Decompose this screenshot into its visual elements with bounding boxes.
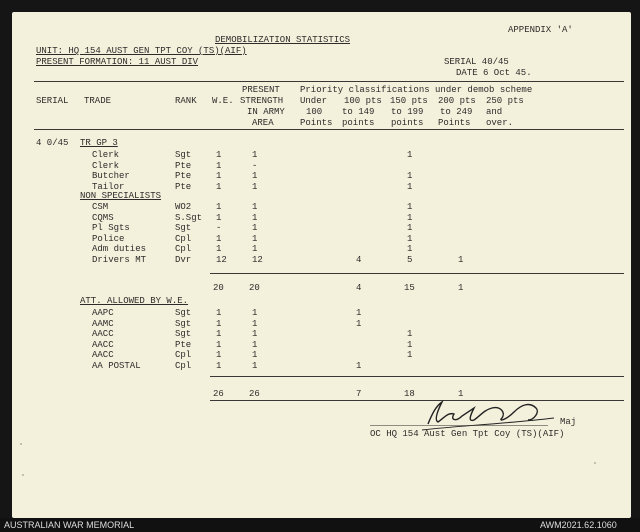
priority-col-4-line-2: to 249: [440, 107, 473, 117]
priority-col-4-line-3: Points: [438, 118, 471, 128]
priority-col-2-line-3: points: [342, 118, 375, 128]
subtotal-100-149: 4: [356, 283, 362, 293]
total-rule: [210, 376, 624, 377]
serial-reference: SERIAL 40/45: [444, 57, 509, 67]
paper-speck: [22, 474, 24, 476]
row-ps: 1: [252, 308, 258, 318]
row-we: 1: [216, 171, 222, 181]
row-rank: Sgt: [175, 318, 192, 329]
row-ps: 1: [252, 244, 258, 254]
paper-speck: [20, 443, 22, 445]
priority-col-4-line-1: 200 pts: [438, 96, 476, 106]
row-we: 1: [216, 308, 222, 318]
priority-col-1-line-2: 100: [306, 107, 323, 117]
row-rank: Cpl: [175, 350, 192, 360]
row-rank: Pte: [175, 339, 192, 350]
row-we: -: [216, 223, 222, 233]
row-rank: Sgt: [175, 329, 192, 339]
row-trade: Drivers MT: [92, 254, 147, 265]
row-rank: Sgt: [175, 150, 192, 160]
unit-line: UNIT: HQ 154 AUST GEN TPT COY (TS)(AIF): [36, 46, 247, 56]
row-trade: Butcher: [92, 171, 130, 181]
credit-accession-number: AWM2021.62.1060: [540, 520, 617, 530]
priority-col-3-line-2: to 199: [391, 107, 424, 117]
total-we: 26: [213, 389, 224, 399]
group-att-allowed: ATT. ALLOWED BY W.E.: [80, 296, 189, 306]
signatory-rank: Maj: [560, 417, 577, 427]
present-formation-line: PRESENT FORMATION: 11 AUST DIV: [36, 57, 199, 67]
present-strength-header-1: PRESENT: [242, 85, 280, 95]
row-rank: Dvr: [175, 254, 192, 265]
trade-header: TRADE: [84, 96, 112, 106]
row-we: 1: [216, 244, 222, 254]
total-100-149: 7: [356, 389, 362, 399]
row-ps: 1: [252, 223, 258, 233]
signatory-unit: OC HQ 154 Aust Gen Tpt Coy (TS)(AIF): [370, 429, 565, 439]
row-rank: Pte: [175, 181, 192, 192]
row-p150: 1: [407, 181, 413, 192]
row-ps: 1: [252, 181, 258, 192]
subtotal-present-strength: 20: [249, 283, 260, 293]
row-we: 1: [216, 160, 222, 171]
row-rank: Sgt: [175, 308, 192, 318]
row-trade: Pl Sgts: [92, 223, 130, 233]
subtotal-we: 20: [213, 283, 224, 293]
priority-col-3-line-1: 150 pts: [390, 96, 428, 106]
header-rule-top: [34, 81, 624, 82]
document-sheet: [12, 12, 631, 518]
row-we: 1: [216, 181, 222, 192]
subtotal-150-199: 15: [404, 283, 415, 293]
row-trade: Adm duties: [92, 244, 147, 254]
row-ps: 1: [252, 329, 258, 339]
row-ps: 1: [252, 202, 258, 212]
row-p150: 1: [407, 233, 413, 244]
row-p100: 4: [356, 254, 362, 265]
row-ps: 1: [252, 150, 258, 160]
priority-col-5-line-1: 250 pts: [486, 96, 524, 106]
row-ps: 1: [252, 318, 258, 329]
document-date: DATE 6 Oct 45.: [456, 68, 532, 78]
row-we: 1: [216, 350, 222, 360]
rank-header: RANK: [175, 96, 197, 106]
row-rank: Pte: [175, 171, 192, 181]
row-we: 12: [216, 254, 227, 265]
row-p200: 1: [458, 254, 464, 265]
row-trade: AACC: [92, 350, 114, 360]
row-p100: 1: [356, 308, 362, 318]
priority-col-5-line-3: over.: [486, 118, 514, 128]
row-rank: WO2: [175, 202, 192, 212]
priority-col-5-line-2: and: [486, 107, 503, 117]
handwritten-signature-icon: [414, 394, 564, 434]
row-ps: 1: [252, 339, 258, 350]
row-trade: AAMC: [92, 318, 114, 329]
we-header: W.E.: [212, 96, 234, 106]
row-rank: S.Sgt: [175, 212, 203, 223]
row-ps: 1: [252, 360, 258, 371]
row-we: 1: [216, 212, 222, 223]
row-p150: 5: [407, 254, 413, 265]
row-rank: Cpl: [175, 244, 192, 254]
row-we: 1: [216, 360, 222, 371]
row-p150: 1: [407, 350, 413, 360]
priority-col-2-line-2: to 149: [342, 107, 375, 117]
row-we: 1: [216, 150, 222, 160]
priority-col-3-line-3: points: [391, 118, 424, 128]
row-p100: 1: [356, 360, 362, 371]
row-p150: 1: [407, 339, 413, 350]
priority-col-2-line-1: 100 pts: [344, 96, 382, 106]
paper-speck: [594, 462, 596, 464]
appendix-label: APPENDIX 'A': [508, 25, 573, 35]
priority-header: Priority classifications under demob scheme: [300, 85, 533, 95]
row-trade: AACC: [92, 329, 114, 339]
row-p150: 1: [407, 212, 413, 223]
row-ps: 12: [252, 254, 263, 265]
row-rank: Cpl: [175, 360, 192, 371]
row-we: 1: [216, 329, 222, 339]
total-200-249: 1: [458, 389, 464, 399]
serial-number: 4 0/45: [36, 138, 69, 148]
row-p150: 1: [407, 329, 413, 339]
row-trade: Clerk: [92, 150, 120, 160]
total-150-199: 18: [404, 389, 415, 399]
row-p100: 1: [356, 318, 362, 329]
header-rule-bottom: [34, 129, 624, 130]
row-we: 1: [216, 202, 222, 212]
row-trade: Tailor: [92, 181, 125, 192]
row-trade: CSM: [92, 202, 109, 212]
row-ps: 1: [252, 350, 258, 360]
row-trade: CQMS: [92, 212, 114, 223]
subtotal-200-249: 1: [458, 283, 464, 293]
row-ps: 1: [252, 212, 258, 223]
signature-line: [370, 425, 548, 426]
credit-institution: AUSTRALIAN WAR MEMORIAL: [4, 520, 135, 530]
present-strength-header-2: STRENGTH: [240, 96, 284, 106]
row-we: 1: [216, 339, 222, 350]
present-strength-header-4: AREA: [252, 118, 274, 128]
row-ps: 1: [252, 171, 258, 181]
row-trade: Clerk: [92, 160, 120, 171]
row-we: 1: [216, 318, 222, 329]
row-p150: 1: [407, 150, 413, 160]
priority-col-1-line-3: Points: [300, 118, 333, 128]
row-trade: AACC: [92, 339, 114, 350]
credit-bar: [0, 518, 640, 532]
row-p150: 1: [407, 202, 413, 212]
row-ps: 1: [252, 233, 258, 244]
row-trade: AAPC: [92, 308, 114, 318]
row-rank: Cpl: [175, 233, 192, 244]
row-we: 1: [216, 233, 222, 244]
row-trade: Police: [92, 233, 125, 244]
row-ps: -: [252, 160, 258, 171]
row-rank: Sgt: [175, 223, 192, 233]
row-trade: AA POSTAL: [92, 360, 141, 371]
row-p150: 1: [407, 223, 413, 233]
present-strength-header-3: IN ARMY: [247, 107, 285, 117]
row-p150: 1: [407, 244, 413, 254]
row-p150: 1: [407, 171, 413, 181]
document-title: DEMOBILIZATION STATISTICS: [215, 35, 351, 45]
row-rank: Pte: [175, 160, 192, 171]
group-tr-gp-3: TR GP 3: [80, 138, 118, 148]
subtotal-rule: [210, 273, 624, 274]
serial-header: SERIAL: [36, 96, 69, 106]
group-non-specialists: NON SPECIALISTS: [80, 191, 162, 201]
total-present-strength: 26: [249, 389, 260, 399]
priority-col-1-line-1: Under: [300, 96, 328, 106]
